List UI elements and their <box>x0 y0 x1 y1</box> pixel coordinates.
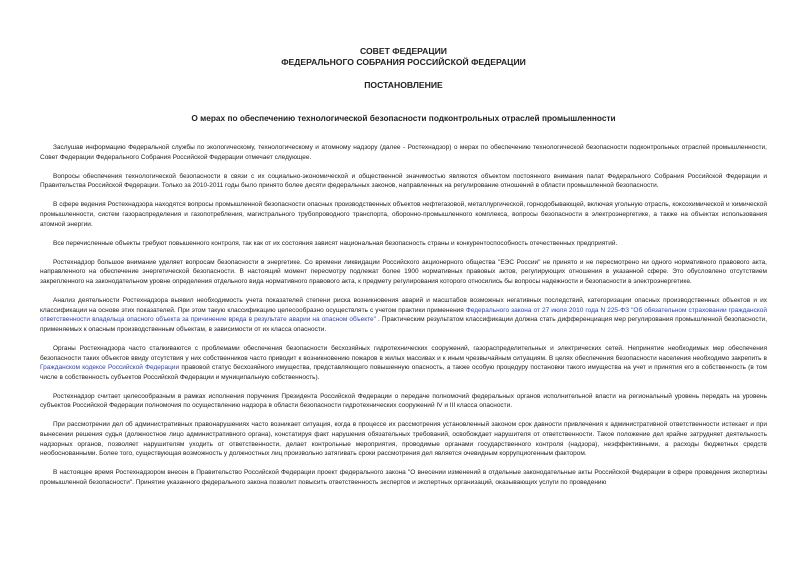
paragraph-8: Ростехнадзор считает целесообразным в рамках исполнения поручения Президента Российской Федерации о передаче полномочий федеральных органов исполнительной власти на региональный уровень передать на уровень субъектов Российской Федерации полномочия по осуществлению надзора в области безопасности гидротехнических сооружений IV и III класса опасности. <box>40 392 767 410</box>
law-225-fz-link[interactable]: Федерального закона от 27 июля 2010 года N 225-ФЗ "Об обязательном страховании гражданской ответственности владельца опасного объекта за причинение вреда в результате аварии на опасном объекте" <box>40 306 768 324</box>
paragraph-7-text-start: Органы Ростехнадзора часто сталкиваются с проблемами обеспечения безопасности бесхозяйных гидротехнических сооружений, газораспределительных и электрических сетей. Непринятие необходимых мер обеспечения безопасности таких объектов ввиду отсутствия у них собственников часто приводит к возникновению пожаров в жилых массивах и к иным чрезвычайным ситуациям. В целях обеспечения безопасности населения необходимо закрепить в <box>40 344 767 362</box>
civil-code-link[interactable]: Гражданском кодексе Российской Федерации <box>40 364 180 372</box>
paragraph-4: Все перечисленные объекты требуют повышенного контроля, так как от их состояния зависят национальная безопасность страны и конкурентоспособность отечественных предприятий. <box>53 239 618 247</box>
paragraph-2: Вопросы обеспечения технологической безопасности в связи с их социально-экономической и общественной значимостью являются объектом постоянного внимания палат Федерального Собрания Российской Федерации и Правительства Российской Федерации. Только за 2010-2011 годы было принято более десяти федеральных законов, направленных на регулирование отношений в области промышленной безопасности. <box>40 172 767 190</box>
paragraph-1: Заслушав информацию Федеральной службы по экологическому, технологическому и атомному надзору (далее - Ростехнадзор) о мерах по обеспечению технологической безопасности подконтрольных отраслей промышленности, Совет Федерации Федерального Собрания Российской Федерации отмечает следующее. <box>40 144 767 161</box>
paragraph-3: В сфере ведения Ростехнадзора находятся вопросы промышленной безопасности опасных производственных объектов нефтегазовой, металлургической, горнодобывающей, включая угольную отрасль, коксохимической и химической промышленности, систем газораспределения и газопотребления, магистрального трубопроводного транспорта, оборонно-промышленного комплекса, вопросы безопасности в электроэнергетике, а также на объектах использования атомной энергии. <box>40 201 767 228</box>
paragraph-7 <box>40 344 767 382</box>
document-page <box>40 0 767 497</box>
org-line-2: ФЕДЕРАЛЬНОГО СОБРАНИЯ РОССИЙСКОЙ ФЕДЕРАЦИИ <box>281 56 526 67</box>
paragraph-7-text-end: правовой статус бесхозяйного имущества, представляющего повышенную опасность, а также особую процедуру постановки такого имущества на учет и принятия его в собственность (в том числе в собственность субъектов Российской Федерации и муниципальную собственность). <box>40 364 767 381</box>
paragraph-6-text-start: Анализ деятельности Ростехнадзора выявил необходимость учета показателей степени риска возникновения аварий и масштабов возможных негативных последствий, категоризации опасных производственных объектов и их классификации на основе этих показателей. При этом такую классификацию целесообразно осуществлять с учетом практики применения <box>40 297 767 314</box>
paragraph-9: При рассмотрении дел об административных правонарушениях часто возникает ситуация, когда в процессе их рассмотрения установленный законом срок давности привлечения к административной ответственности истекает и при вынесении решения судья (должностное лицо административного органа), констатируя факт нарушения обязательных требований, освобождает нарушителя от ответственности. Такое положение дел крайне затрудняет деятельность надзорных органов, позволяет нарушителям уходить от ответственности, делает контрольные мероприятия, проводимые органами государственного контроля (надзора), неэффективными, а расходы бюджетных средств необоснованными. Более того, существующая возможность у должностных лиц произвольно затягивать сроки рассмотрения дел является очевидным коррупциогенным фактором. <box>40 421 767 458</box>
paragraph-6 <box>40 296 767 334</box>
org-line-1: СОВЕТ ФЕДЕРАЦИИ <box>360 46 447 56</box>
document-body <box>40 143 767 488</box>
paragraph-5: Ростехнадзор большое внимание уделяет вопросам безопасности в энергетике. Со времени ликвидации Российского акционерного общества "ЕЭС России" не принято и не пересмотрено ни одного нормативного правового акта, направленного на обеспечение энергетической безопасности. В настоящий момент пересмотру подлежат более 1900 нормативных правовых актов, регулирующих отношения в указанной сфере. Это обусловлено отсутствием закрепленного на законодательном уровне определения отдельного вида нормативного правового акта, к предмету регулирования которого относились бы вопросы надежности и безопасности в электроэнергетике. <box>40 258 767 285</box>
paragraph-6-text-end: . Практическим результатом классификации должна стать дифференциация мер регулирования промышленной безопасности, применяемых к опасным производственным объектам, в зависимости от их класса опасности. <box>40 316 767 333</box>
document-kind: ПОСТАНОВЛЕНИЕ <box>364 80 443 90</box>
paragraph-10: В настоящее время Ростехнадзором внесен в Правительство Российской Федерации проект федерального закона "О внесении изменений в отдельные законодательные акты Российской Федерации в сфере проведения экспертизы промышленной безопасности". Принятие указанного федерального закона позволит повысить ответственность экспертов и экспертных организаций, оказывающих услуги по проведению <box>40 469 767 486</box>
document-subject: О мерах по обеспечению технологической безопасности подконтрольных отраслей промышленности <box>191 112 616 123</box>
